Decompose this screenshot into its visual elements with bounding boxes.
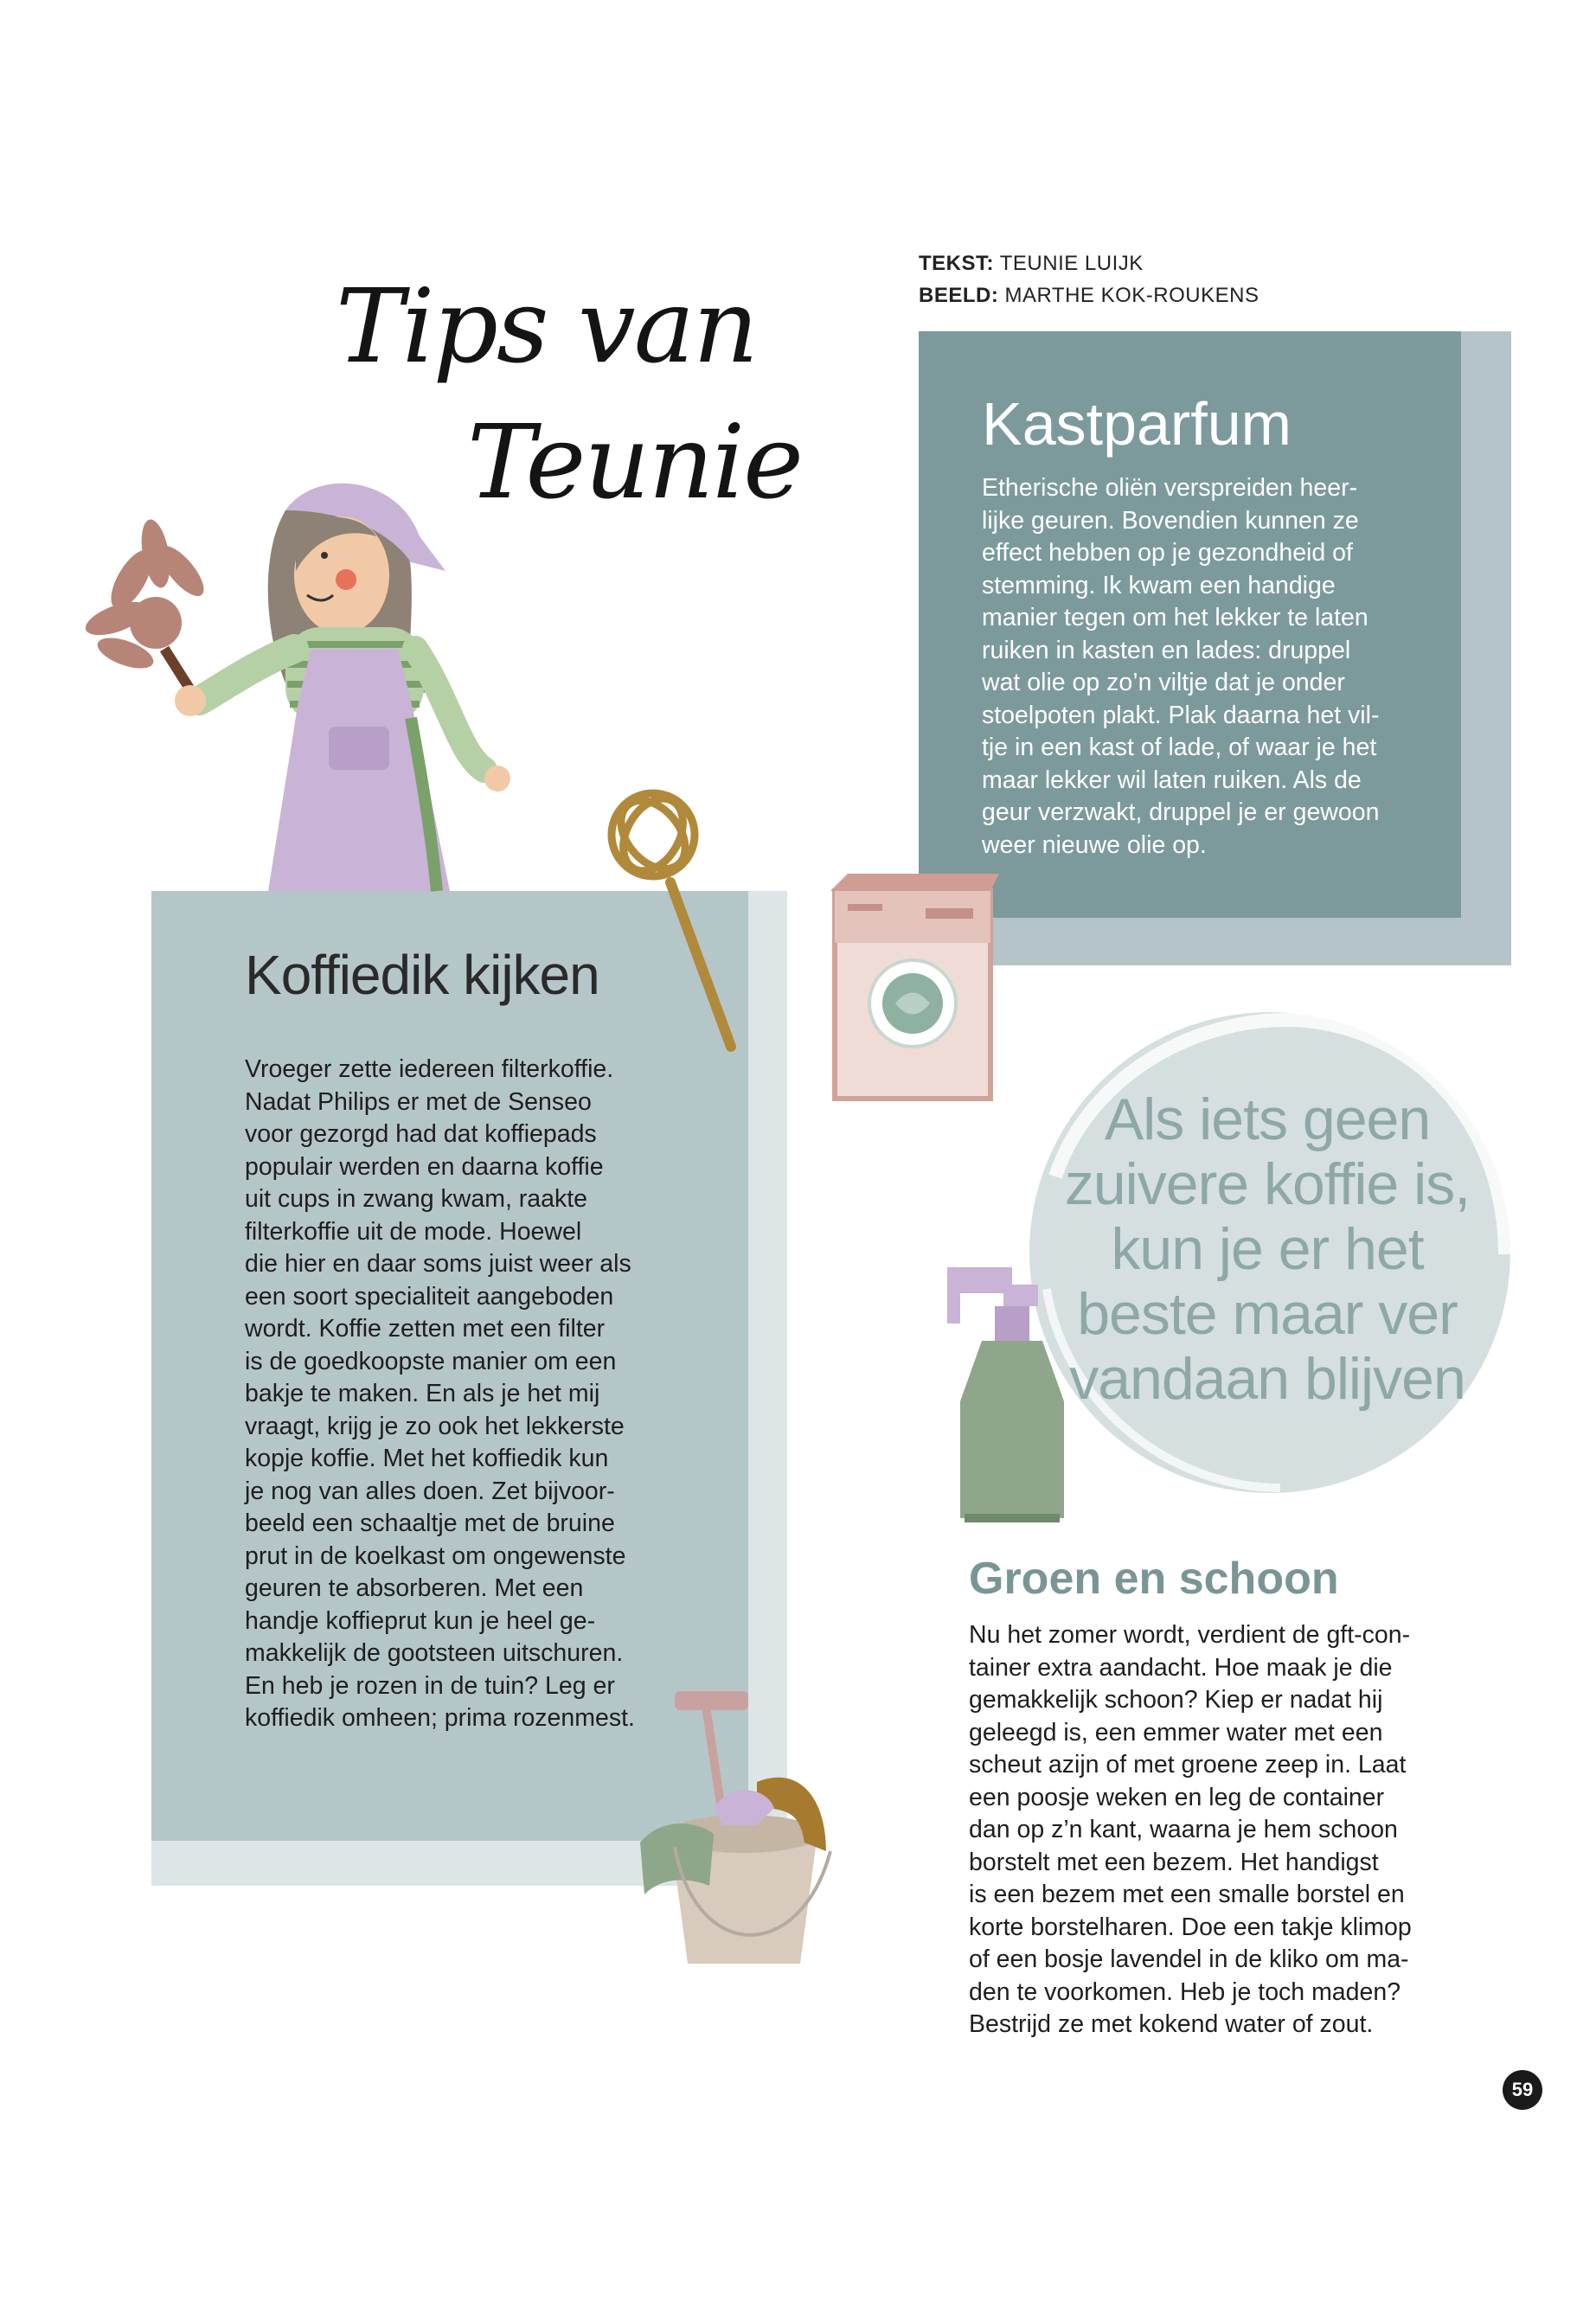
kastparfum-text: Etherische oliën verspreiden heer- lijke geuren. Bovendien kunnen ze effect hebben op je gezondheid of stemming. Ik kwam een handige manier tegen om het lekker te laten ruiken in kasten en lades: druppel wat olie op zo’n viltje dat je onder stoelpoten plakt. Plak daarna het vil- tje in een kast of lade, of waar je het maar lekker wil laten ruiken. Als de geur verzwakt, druppel je er gewoon weer nieuwe olie op. — [982, 474, 1380, 859]
credit-beeld-label: BEELD: — [919, 284, 999, 307]
credits — [919, 247, 1259, 311]
groen-heading: Groen en schoon — [969, 1554, 1339, 1604]
credit-beeld-value: MARTHE KOK-ROUKENS — [1004, 284, 1259, 307]
woman-with-duster-icon — [69, 441, 554, 891]
kastparfum-heading: Kastparfum — [982, 390, 1292, 458]
koffiedik-text: Vroeger zette iedereen filterkoffie. Nadat Philips er met de Senseo voor gezorgd had dat koffiepads populair werden en daarna koffie uit cups in zwang kwam, raakte filterkoffie uit de mode. Hoewel die hier en daar soms juist weer als een soort specialiteit aangeboden wordt. Koffie zetten met een filter is de goedkoopste manier om een bakje te maken. En als je het mij vraagt, krijg je zo ook het lekkerste kopje koffie. Met het koffiedik kun je nog van alles doen. Zet bijvoor- beeld een schaaltje met de bruine prut in de koelkast om ongewenste geuren te absorberen. Met een handje koffieprut kun je heel ge- makkelijk de gootsteen uitschuren. En heb je rozen in de tuin? Leg er koffiedik omheen; prima rozenmest. — [245, 1055, 635, 1732]
groen-text: Nu het zomer wordt, verdient de gft-con- tainer extra aandacht. Hoe maak je die gemakkelijk schoon? Kiep er nadat hij geleegd is, een emmer water met een scheut azijn of met groene zeep in. Laat een poosje weken en leg de container dan op z’n kant, waarna je hem schoon borstelt met een bezem. Het handigst is een bezem met een smalle borstel en korte borstelharen. Doe een takje klimop of een bosje lavendel in de kliko om ma- den te voorkomen. Heb je toch maden? Bestrijd ze met kokend water of zout. — [969, 1621, 1412, 2038]
koffiedik-heading: Koffiedik kijken — [245, 944, 599, 1006]
washing-machine-icon — [830, 874, 999, 1103]
credit-tekst-label: TEKST: — [919, 252, 994, 275]
page-title-line-1: Tips van — [336, 266, 758, 386]
page-title-line-2: Teunie — [467, 402, 802, 522]
credit-tekst-value: TEUNIE LUIJK — [999, 252, 1144, 275]
cleaning-bucket-icon — [627, 1687, 861, 1972]
page-number: 59 — [1503, 2070, 1542, 2110]
carpet-beater-icon — [601, 779, 748, 1055]
spray-bottle-icon — [943, 1254, 1073, 1527]
pull-quote: Als iets geen zuivere koffie is, kun je er het beste maar ver vandaan blijven — [1064, 1086, 1471, 1412]
